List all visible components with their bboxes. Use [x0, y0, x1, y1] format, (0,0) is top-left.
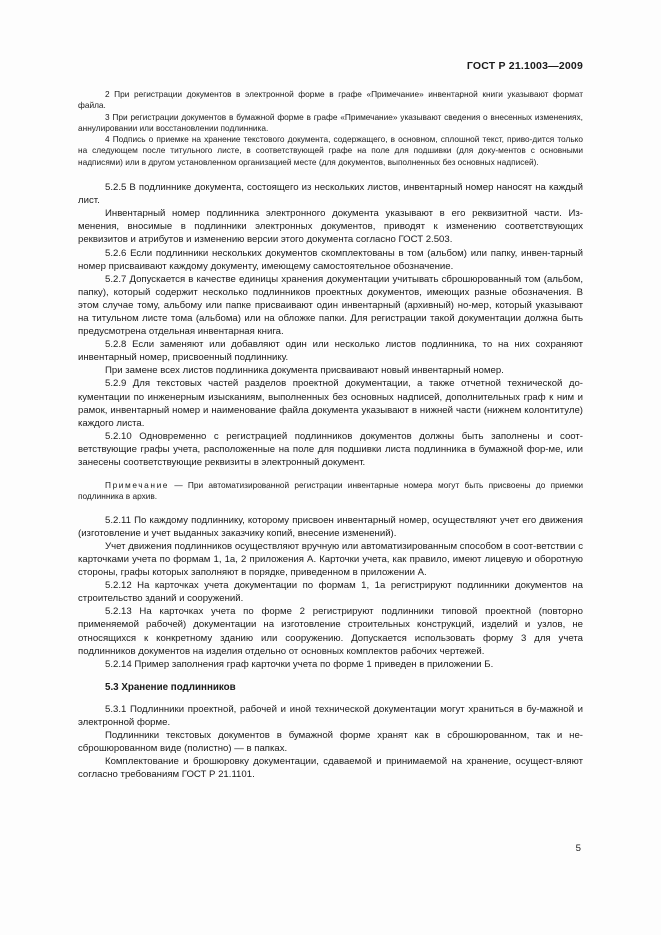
paragraph-binding: Комплектование и брошюровку документации, сдаваемой и принимаемой на хранение, осущест-вляют согласно требованиям ГОСТ Р 21.1101.: [78, 756, 583, 781]
paragraph-5-2-12: 5.2.12 На карточках учета документации по формам 1, 1а регистрируют подлинники документов на строительство зданий и сооружений.: [78, 580, 583, 605]
note-2: 2 При регистрации документов в электронной форме в графе «Примечание» инвентарной книги указывают формат файла.: [78, 89, 583, 111]
paragraph-5-2-6: 5.2.6 Если подлинники нескольких документов скомплектованы в том (альбом) или папку, инвен-тарный номер присваивают каждому документу, имеющему самостоятельное обозначение.: [78, 247, 583, 272]
paragraph-5-2-13: 5.2.13 На карточках учета по форме 2 регистрируют подлинники типовой проектной (повторно применяемой рабочей) документации на изготовление строительных конструкций, изделий и узлов, не относящихся к конкретному зданию или сооружению. Допускается использовать форму 3 для учета подлинников документов на изделия отдельно от основных комплектов рабочих чертежей.: [78, 606, 583, 657]
page-content: [78, 89, 583, 781]
notes-block: [78, 89, 583, 168]
page-number: 5: [575, 843, 581, 854]
remark-note: [78, 480, 583, 503]
page-header: ГОСТ Р 21.1003—2009: [466, 60, 583, 72]
note-3: 3 При регистрации документов в бумажной форме в графе «Примечание» указывают сведения о внесенных изменениях, аннулировании или восстановлении подлинника.: [78, 111, 583, 133]
remark-text: — При автоматизированной регистрации инвентарные номера могут быть присвоены до приемки подлинника в архив.: [78, 480, 583, 502]
paragraph-replace-all-sheets: При замене всех листов подлинника документа присваивают новый инвентарный номер.: [105, 365, 504, 377]
paragraphs-block-b: [78, 514, 583, 671]
paragraph-5-2-7: 5.2.7 Допускается в качестве единицы хранения документации учитывать сброшюрованный том (альбом, папку), который содержит несколько подлинников проектных документов, имеющих разные обозначения. В этом случае тому, альбому или папке присваивают один инвентарный (архивный) но-мер, который указывают на титульном листе тома (альбома) или на обложке папки. Для регистрации такой документации должна быть предусмотрена отдельная инвентарная книга.: [78, 273, 583, 338]
paragraph-5-3-1: 5.3.1 Подлинники проектной, рабочей и иной технической документации могут храниться в бу-мажной и электронной форме.: [78, 703, 583, 728]
paragraph-paper-storage: Подлинники текстовых документов в бумажной форме хранят как в сброшюрованном, так и не-сброшюрованном виде (полистно) — в папках.: [78, 730, 583, 755]
paragraph-electronic-inventory: Инвентарный номер подлинника электронного документа указывают в его реквизитной части. Из-менения, вносимые в подлинники электронных документов, приводят к изменению соответствующих реквизитов и атрибутов и изменению версии этого документа согласно ГОСТ 2.503.: [78, 208, 583, 246]
paragraph-5-2-9: 5.2.9 Для текстовых частей разделов проектной документации, а также отчетной технической до-кументации по инженерным изысканиям, выполненных без основных надписей, дополнительных граф к ним и рамок, инвентарный номер и наименование файла документа указывают в нижней части (нижнем колонтитуле) каждого листа.: [78, 378, 583, 429]
section-title: 5.3 Хранение подлинников: [105, 681, 236, 693]
remark-block: [78, 480, 583, 503]
paragraph-5-2-14: 5.2.14 Пример заполнения граф карточки учета по форме 1 приведен в приложении Б.: [105, 658, 494, 670]
paragraphs-block-a: [78, 181, 583, 469]
paragraphs-block-c: [78, 703, 583, 782]
note-4: 4 Подпись о приемке на хранение текстового документа, содержащего, в основном, сплошной текст, приво-дится только на следующем после титульного листе, в соответствующей графе на поле для подшивки (для доку-ментов с основными надписями) или в другом установленном организацией месте (для документов, выполненных без основных надписей).: [78, 134, 583, 167]
paragraph-5-2-8: 5.2.8 Если заменяют или добавляют один или несколько листов подлинника, то на них сохраняют инвентарный номер, присвоенный подлиннику.: [78, 339, 583, 364]
paragraph-5-2-10: 5.2.10 Одновременно с регистрацией подлинников документов должны быть заполнены и соот-ветствующие графы учета, расположенные на поле для подшивки листа подлинника в бумажной фор-ме, или занесены соответствующие реквизиты в электронный документ.: [78, 430, 583, 469]
paragraph-5-2-11: 5.2.11 По каждому подлиннику, которому присвоен инвентарный номер, осуществляют учет его движения (изготовление и учет выданных заказчику копий, внесение изменений).: [78, 514, 583, 539]
paragraph-5-2-5: 5.2.5 В подлиннике документа, состоящего из нескольких листов, инвентарный номер наносят на каждый лист.: [78, 182, 583, 207]
paragraph-movement-accounting: Учет движения подлинников осуществляют вручную или автоматизированным способом в соот-ветствии с карточками учета по формам 1, 1а, 2 приложения А. Карточки учета, как правило, имеют лицевую и оборотную стороны, графы которых заполняют в порядке, приведенном в приложении А.: [78, 540, 583, 579]
remark-label: Примечание: [105, 480, 170, 491]
